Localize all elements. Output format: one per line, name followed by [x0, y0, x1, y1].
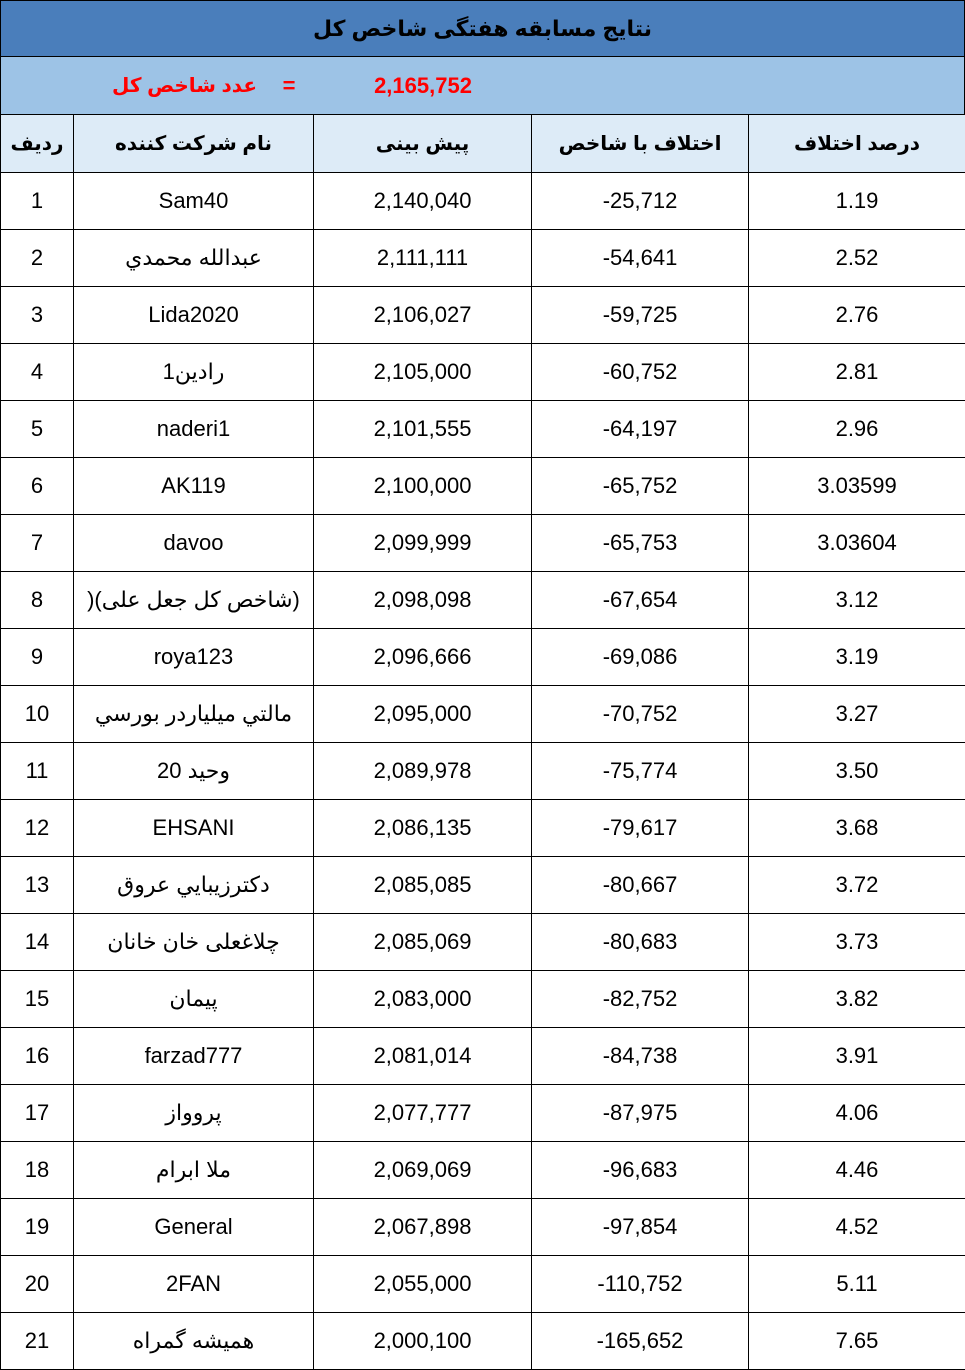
cell-name: همیشه گمراه [74, 1313, 314, 1370]
cell-name: naderi1 [74, 401, 314, 458]
cell-forecast: 2,083,000 [314, 971, 532, 1028]
cell-rank: 11 [1, 743, 74, 800]
cell-rank: 12 [1, 800, 74, 857]
cell-rank: 8 [1, 572, 74, 629]
cell-percent: 3.12 [749, 572, 965, 629]
cell-percent: 3.50 [749, 743, 965, 800]
cell-name: AK119 [74, 458, 314, 515]
index-label: عدد شاخص کل [97, 57, 272, 114]
cell-percent: 3.91 [749, 1028, 965, 1085]
cell-name: چلاغعلی خان خانان [74, 914, 314, 971]
cell-percent: 3.03604 [749, 515, 965, 572]
table-row [1, 686, 965, 743]
cell-name: دکترزيبايي عروق [74, 857, 314, 914]
cell-rank: 4 [1, 344, 74, 401]
cell-diff: -96,683 [532, 1142, 749, 1199]
cell-percent: 2.76 [749, 287, 965, 344]
table-row [1, 458, 965, 515]
cell-name: farzad777 [74, 1028, 314, 1085]
header-name: نام شرکت کننده [74, 115, 314, 173]
table-row [1, 1256, 965, 1313]
cell-diff: -165,652 [532, 1313, 749, 1370]
cell-forecast: 2,106,027 [314, 287, 532, 344]
cell-name: roya123 [74, 629, 314, 686]
cell-forecast: 2,096,666 [314, 629, 532, 686]
table-row [1, 1142, 965, 1199]
cell-diff: -64,197 [532, 401, 749, 458]
header-percent: درصد اختلاف [749, 115, 965, 173]
cell-diff: -87,975 [532, 1085, 749, 1142]
cell-diff: -80,683 [532, 914, 749, 971]
table-row [1, 344, 965, 401]
table-row [1, 1085, 965, 1142]
cell-name: ملا ابرام [74, 1142, 314, 1199]
table-row [1, 287, 965, 344]
cell-diff: -70,752 [532, 686, 749, 743]
cell-forecast: 2,055,000 [314, 1256, 532, 1313]
cell-percent: 4.52 [749, 1199, 965, 1256]
cell-diff: -60,752 [532, 344, 749, 401]
index-value: 2,165,752 [314, 57, 532, 114]
table-row [1, 743, 965, 800]
table-row [1, 1313, 965, 1370]
cell-forecast: 2,077,777 [314, 1085, 532, 1142]
cell-forecast: 2,140,040 [314, 173, 532, 230]
cell-name: پیمان [74, 971, 314, 1028]
cell-diff: -59,725 [532, 287, 749, 344]
cell-diff: -69,086 [532, 629, 749, 686]
table-row [1, 1028, 965, 1085]
cell-rank: 21 [1, 1313, 74, 1370]
cell-forecast: 2,098,098 [314, 572, 532, 629]
cell-diff: -65,752 [532, 458, 749, 515]
table-row [1, 572, 965, 629]
table-row [1, 515, 965, 572]
cell-diff: -65,753 [532, 515, 749, 572]
table-row [1, 173, 965, 230]
cell-percent: 5.11 [749, 1256, 965, 1313]
cell-percent: 3.27 [749, 686, 965, 743]
cell-rank: 15 [1, 971, 74, 1028]
table-row [1, 857, 965, 914]
cell-diff: -67,654 [532, 572, 749, 629]
table-row [1, 230, 965, 287]
cell-rank: 16 [1, 1028, 74, 1085]
results-table [0, 114, 965, 1370]
cell-rank: 9 [1, 629, 74, 686]
header-forecast: پیش بینی [314, 115, 532, 173]
cell-percent: 4.46 [749, 1142, 965, 1199]
index-summary-row [0, 57, 965, 114]
cell-percent: 2.52 [749, 230, 965, 287]
table-row [1, 971, 965, 1028]
cell-forecast: 2,100,000 [314, 458, 532, 515]
cell-percent: 4.06 [749, 1085, 965, 1142]
cell-name: Lida2020 [74, 287, 314, 344]
cell-diff: -75,774 [532, 743, 749, 800]
header-row [1, 115, 965, 173]
cell-percent: 1.19 [749, 173, 965, 230]
cell-forecast: 2,000,100 [314, 1313, 532, 1370]
cell-diff: -25,712 [532, 173, 749, 230]
cell-percent: 3.68 [749, 800, 965, 857]
cell-diff: -110,752 [532, 1256, 749, 1313]
cell-rank: 13 [1, 857, 74, 914]
cell-forecast: 2,101,555 [314, 401, 532, 458]
cell-rank: 17 [1, 1085, 74, 1142]
cell-name: مالتي ميلياردر بورسي [74, 686, 314, 743]
cell-forecast: 2,085,085 [314, 857, 532, 914]
cell-name: عبدالله محمدي [74, 230, 314, 287]
cell-name: رادین1 [74, 344, 314, 401]
cell-diff: -97,854 [532, 1199, 749, 1256]
cell-name: General [74, 1199, 314, 1256]
cell-rank: 5 [1, 401, 74, 458]
cell-percent: 3.72 [749, 857, 965, 914]
cell-name: پروواز [74, 1085, 314, 1142]
cell-percent: 7.65 [749, 1313, 965, 1370]
table-row [1, 401, 965, 458]
table-row [1, 629, 965, 686]
table-row [1, 914, 965, 971]
cell-rank: 18 [1, 1142, 74, 1199]
table-row [1, 800, 965, 857]
cell-name: 2FAN [74, 1256, 314, 1313]
table-row [1, 1199, 965, 1256]
cell-rank: 3 [1, 287, 74, 344]
cell-percent: 2.96 [749, 401, 965, 458]
cell-forecast: 2,081,014 [314, 1028, 532, 1085]
cell-name: (شاخص کل جعل علی)( [74, 572, 314, 629]
page-title: نتایج مسابقه هفتگی شاخص کل [0, 0, 965, 57]
cell-forecast: 2,085,069 [314, 914, 532, 971]
cell-forecast: 2,111,111 [314, 230, 532, 287]
cell-forecast: 2,099,999 [314, 515, 532, 572]
cell-rank: 14 [1, 914, 74, 971]
cell-percent: 3.19 [749, 629, 965, 686]
cell-rank: 1 [1, 173, 74, 230]
cell-name: وحید 20 [74, 743, 314, 800]
cell-diff: -54,641 [532, 230, 749, 287]
cell-forecast: 2,095,000 [314, 686, 532, 743]
cell-forecast: 2,086,135 [314, 800, 532, 857]
cell-percent: 3.82 [749, 971, 965, 1028]
cell-forecast: 2,089,978 [314, 743, 532, 800]
cell-diff: -79,617 [532, 800, 749, 857]
cell-name: davoo [74, 515, 314, 572]
cell-percent: 3.03599 [749, 458, 965, 515]
cell-diff: -82,752 [532, 971, 749, 1028]
cell-diff: -84,738 [532, 1028, 749, 1085]
cell-percent: 3.73 [749, 914, 965, 971]
cell-forecast: 2,067,898 [314, 1199, 532, 1256]
cell-rank: 10 [1, 686, 74, 743]
cell-rank: 20 [1, 1256, 74, 1313]
cell-rank: 7 [1, 515, 74, 572]
header-rank: ردیف [1, 115, 74, 173]
cell-forecast: 2,069,069 [314, 1142, 532, 1199]
cell-name: Sam40 [74, 173, 314, 230]
cell-percent: 2.81 [749, 344, 965, 401]
cell-forecast: 2,105,000 [314, 344, 532, 401]
index-equals-sign: = [273, 57, 305, 114]
cell-rank: 2 [1, 230, 74, 287]
cell-rank: 19 [1, 1199, 74, 1256]
cell-diff: -80,667 [532, 857, 749, 914]
cell-rank: 6 [1, 458, 74, 515]
cell-name: EHSANI [74, 800, 314, 857]
header-diff: اختلاف با شاخص [532, 115, 749, 173]
